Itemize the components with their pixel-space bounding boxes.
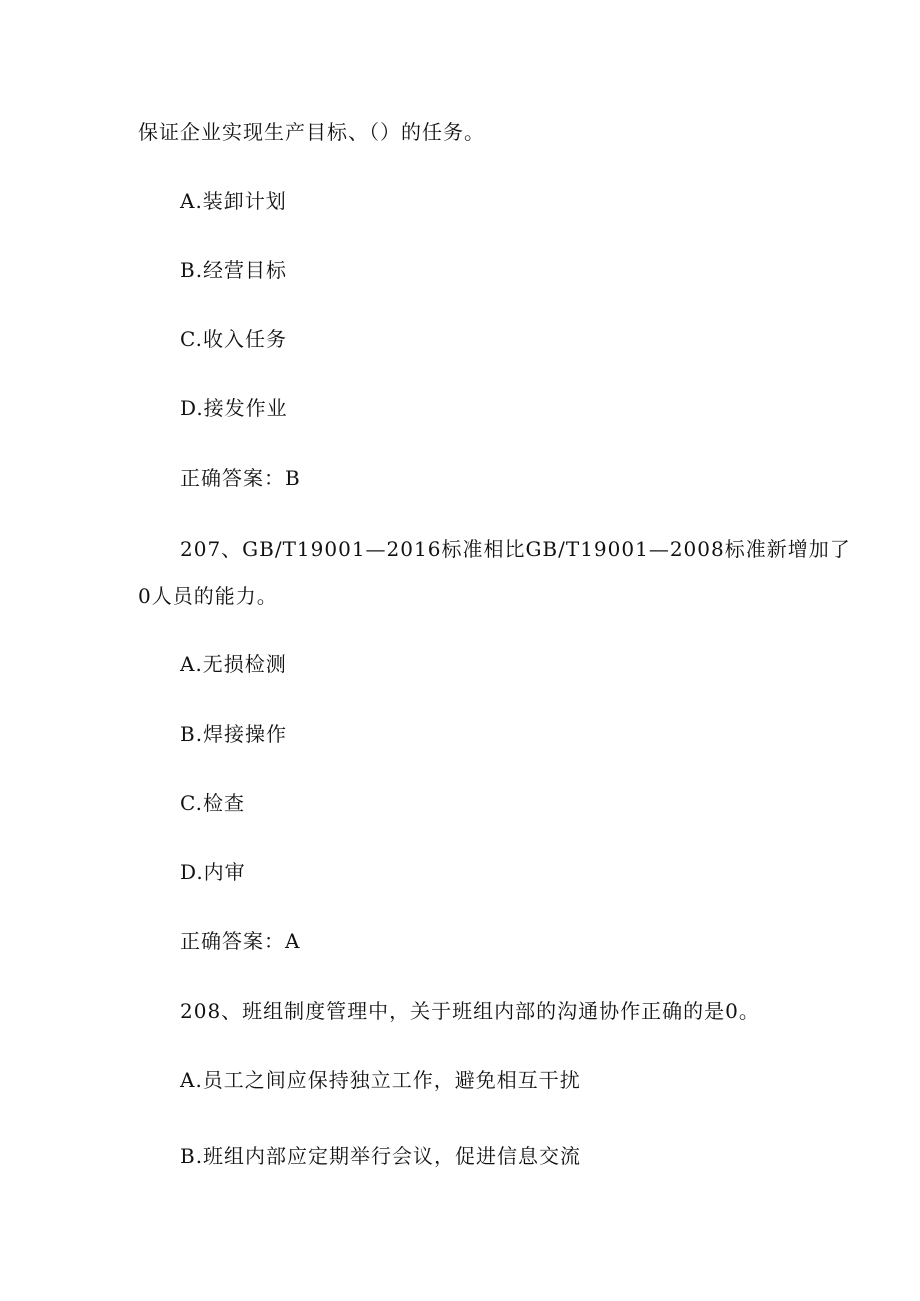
q206-option-c: C.收入任务: [180, 327, 287, 351]
q207-option-a: A.无损检测: [180, 652, 287, 676]
q208-option-a: A.员工之间应保持独立工作，避免相互干扰: [180, 1068, 581, 1092]
q207-option-d: D.内审: [180, 860, 246, 884]
q207-stem-line2: 0人员的能力。: [138, 584, 278, 608]
q207-option-c: C.检查: [180, 791, 245, 815]
q207-option-b: B.焊接操作: [180, 722, 288, 746]
q207-stem-line1: 207、GB/T19001—2016标准相比GB/T19001—2008标准新增加了: [180, 537, 851, 561]
q206-option-b: B.经营目标: [180, 258, 288, 282]
q207-answer: 正确答案：A: [180, 929, 301, 953]
q208-option-b: B.班组内部应定期举行会议，促进信息交流: [180, 1144, 582, 1168]
q206-stem: 保证企业实现生产目标、（）的任务。: [138, 120, 485, 144]
q206-answer: 正确答案：B: [180, 466, 301, 490]
q208-stem: 208、班组制度管理中，关于班组内部的沟通协作正确的是0。: [180, 999, 760, 1023]
q206-option-a: A.装卸计划: [180, 189, 287, 213]
q206-option-d: D.接发作业: [180, 396, 288, 420]
